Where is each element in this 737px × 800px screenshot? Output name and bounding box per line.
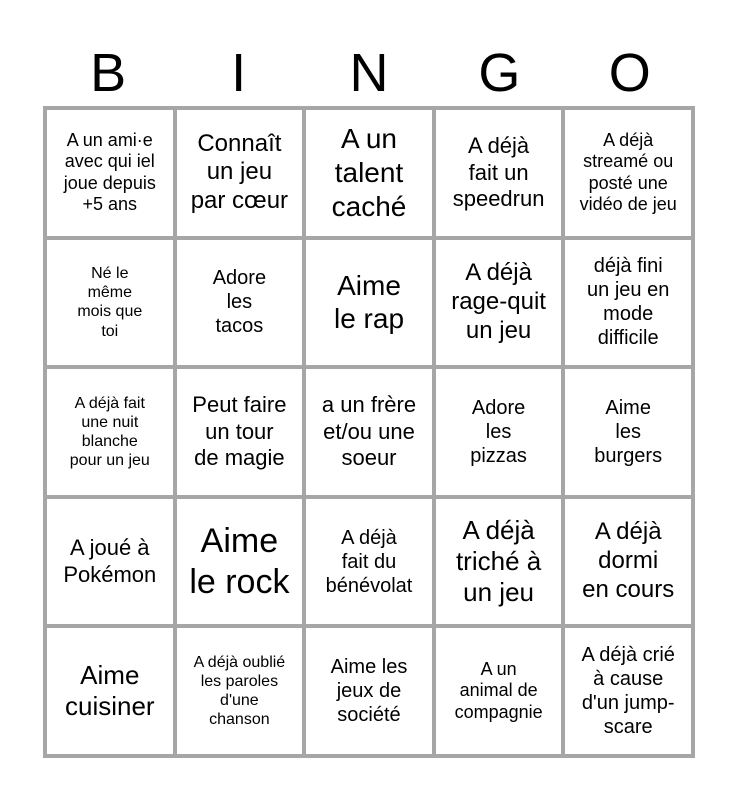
bingo-cell-5-2[interactable] [175,626,305,756]
bingo-cell-2-5[interactable] [563,238,693,368]
cell-text: A déjà fait un speedrun [452,133,545,211]
bingo-cell-3-4[interactable] [434,367,564,497]
bingo-header [43,40,695,106]
cell-text: Né le même mois que toi [77,265,143,340]
bingo-cell-4-2[interactable] [175,497,305,627]
header-letter-n: N [349,43,389,103]
cell-text: Peut faire un tour de magie [192,392,287,471]
bingo-cell-1-4[interactable] [434,108,564,238]
cell-text: A déjà crié à cause d'un jump- scare [581,644,675,739]
bingo-cell-2-3[interactable] [304,238,434,368]
cell-text: A déjà triché à un jeu [455,514,542,608]
bingo-cell-4-4[interactable] [434,497,564,627]
bingo-cell-5-5[interactable] [563,626,693,756]
cell-text: déjà fini un jeu en mode difficile [587,255,670,350]
bingo-cell-1-2[interactable] [175,108,305,238]
cell-text: A un ami·e avec qui iel joue depuis +5 ans [63,129,156,215]
header-letter-g: G [478,43,521,103]
cell-text: A un talent caché [331,123,407,222]
bingo-cell-5-1[interactable] [45,626,175,756]
bingo-cell-1-5[interactable] [563,108,693,238]
header-letter-o: O [608,43,651,103]
bingo-cell-3-2[interactable] [175,367,305,497]
bingo-cell-4-3[interactable] [304,497,434,627]
cell-text: a un frère et/ou une soeur [321,392,417,471]
header-letter-b: B [90,43,127,103]
cell-text: Aime le rap [333,269,405,335]
cell-text: Aime le rock [189,521,290,601]
bingo-cell-1-1[interactable] [45,108,175,238]
bingo-cell-3-5[interactable] [563,367,693,497]
bingo-cell-4-1[interactable] [45,497,175,627]
cell-text: Adore les pizzas [470,396,527,467]
cell-text: Aime cuisiner [65,660,155,722]
bingo-cell-3-1[interactable] [45,367,175,497]
bingo-cell-5-4[interactable] [434,626,564,756]
cell-text: Aime les jeux de société [330,656,408,727]
bingo-cell-2-2[interactable] [175,238,305,368]
cell-text: Adore les tacos [212,267,267,338]
cell-text: A déjà streamé ou posté une vidéo de jeu [579,129,677,215]
bingo-grid [43,106,695,758]
cell-text: Connaît un jeu par cœur [190,129,289,215]
bingo-cell-3-3[interactable] [304,367,434,497]
bingo-cell-4-5[interactable] [563,497,693,627]
bingo-cell-1-3[interactable] [304,108,434,238]
bingo-cell-2-1[interactable] [45,238,175,368]
cell-text: A déjà rage-quit un jeu [451,259,546,344]
cell-text: Aime les burgers [594,396,663,467]
cell-text: A déjà fait du bénévolat [325,526,413,597]
cell-text: A déjà fait une nuit blanche pour un jeu [69,394,150,470]
cell-text: A déjà oublié les paroles d'une chanson [193,653,286,729]
bingo-cell-5-3[interactable] [304,626,434,756]
cell-text: A déjà dormi en cours [582,518,675,603]
cell-text: A joué à Pokémon [63,535,157,587]
header-letter-i: I [231,43,247,103]
cell-text: A un animal de compagnie [454,658,543,722]
bingo-cell-2-4[interactable] [434,238,564,368]
